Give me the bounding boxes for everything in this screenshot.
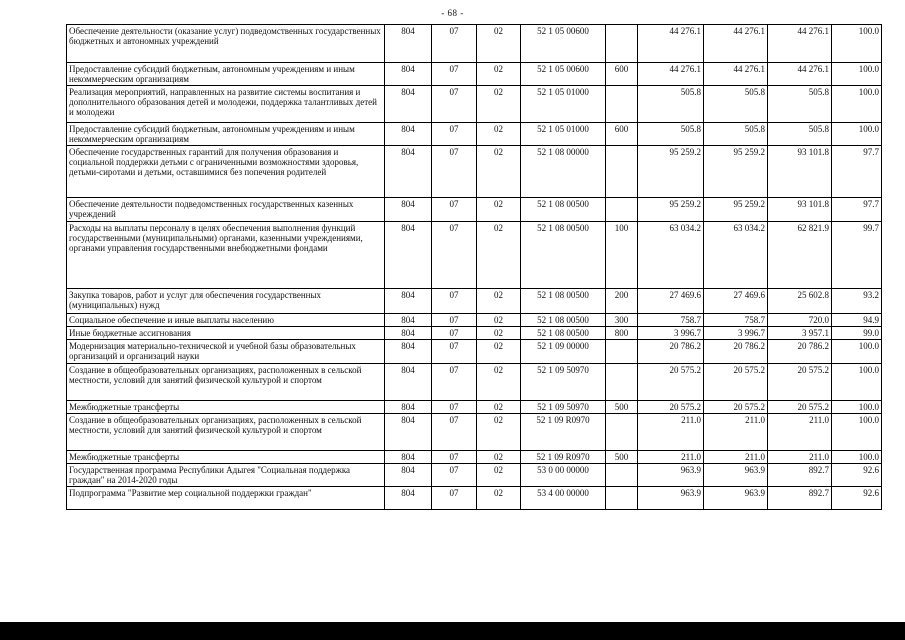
table-row xyxy=(67,86,882,123)
row-executed-amount: 892.7 xyxy=(768,464,832,487)
row-name: Реализация мероприятий, направленных на развитие системы воспитания и дополнительного образования детей и молодежи, поддержка талантливых детей и молодежи xyxy=(67,86,385,123)
row-executed-amount: 62 821.9 xyxy=(768,222,832,289)
row-refined-amount: 27 469.6 xyxy=(704,289,768,314)
row-target-article: 52 1 05 01000 xyxy=(521,123,606,146)
row-ministry-code: 804 xyxy=(385,414,432,451)
row-refined-amount: 505.8 xyxy=(704,86,768,123)
row-name: Межбюджетные трансферты xyxy=(67,401,385,414)
row-refined-amount: 758.7 xyxy=(704,314,768,327)
row-expense-type: 600 xyxy=(606,63,638,86)
row-executed-amount: 20 575.2 xyxy=(768,401,832,414)
row-expense-type: 600 xyxy=(606,123,638,146)
row-section-code: 07 xyxy=(432,414,477,451)
row-ministry-code: 804 xyxy=(385,86,432,123)
table-row xyxy=(67,487,882,510)
row-ministry-code: 804 xyxy=(385,289,432,314)
row-ministry-code: 804 xyxy=(385,487,432,510)
row-plan-amount: 505.8 xyxy=(638,123,704,146)
row-target-article: 53 4 00 00000 xyxy=(521,487,606,510)
row-section-code: 07 xyxy=(432,327,477,340)
table-row xyxy=(67,464,882,487)
row-subsection-code: 02 xyxy=(477,63,521,86)
row-plan-amount: 95 259.2 xyxy=(638,146,704,198)
row-target-article: 52 1 08 00000 xyxy=(521,146,606,198)
row-refined-amount: 95 259.2 xyxy=(704,198,768,222)
row-refined-amount: 3 996.7 xyxy=(704,327,768,340)
row-name: Расходы на выплаты персоналу в целях обеспечения выполнения функций государственными (муниципальными) органами, казенными учреждениями, органами управления государственными внебюджетными фондами xyxy=(67,222,385,289)
row-execution-percent: 92.6 xyxy=(832,487,882,510)
row-execution-percent: 99.7 xyxy=(832,222,882,289)
row-target-article: 52 1 05 01000 xyxy=(521,86,606,123)
row-refined-amount: 20 575.2 xyxy=(704,364,768,401)
row-target-article: 52 1 05 00600 xyxy=(521,25,606,63)
row-plan-amount: 95 259.2 xyxy=(638,198,704,222)
row-subsection-code: 02 xyxy=(477,314,521,327)
row-name: Социальное обеспечение и иные выплаты населению xyxy=(67,314,385,327)
row-execution-percent: 100.0 xyxy=(832,401,882,414)
scan-bottom-edge xyxy=(0,622,905,640)
row-expense-type xyxy=(606,340,638,364)
row-name: Обеспечение государственных гарантий для получения образования и социальной поддержки детьми с ограниченными возможностями здоровья, детьми-сиротами и детьми, оставшимися без попечения родителей xyxy=(67,146,385,198)
row-expense-type xyxy=(606,146,638,198)
row-subsection-code: 02 xyxy=(477,222,521,289)
table-row xyxy=(67,314,882,327)
row-ministry-code: 804 xyxy=(385,146,432,198)
row-plan-amount: 758.7 xyxy=(638,314,704,327)
row-expense-type xyxy=(606,198,638,222)
row-target-article: 52 1 05 00600 xyxy=(521,63,606,86)
row-ministry-code: 804 xyxy=(385,364,432,401)
page-number: - 68 - xyxy=(441,8,464,18)
row-plan-amount: 20 575.2 xyxy=(638,401,704,414)
row-expense-type: 100 xyxy=(606,222,638,289)
row-executed-amount: 25 602.8 xyxy=(768,289,832,314)
row-plan-amount: 211.0 xyxy=(638,414,704,451)
row-name: Предоставление субсидий бюджетным, автономным учреждениям и иным некоммерческим организациям xyxy=(67,123,385,146)
row-name: Обеспечение деятельности (оказание услуг) подведомственных государственных бюджетных и автономных учреждений xyxy=(67,25,385,63)
row-execution-percent: 100.0 xyxy=(832,86,882,123)
row-expense-type: 200 xyxy=(606,289,638,314)
row-section-code: 07 xyxy=(432,451,477,464)
row-executed-amount: 505.8 xyxy=(768,86,832,123)
row-execution-percent: 100.0 xyxy=(832,25,882,63)
row-ministry-code: 804 xyxy=(385,25,432,63)
row-target-article: 52 1 09 R0970 xyxy=(521,451,606,464)
row-expense-type: 500 xyxy=(606,451,638,464)
row-execution-percent: 92.6 xyxy=(832,464,882,487)
row-subsection-code: 02 xyxy=(477,25,521,63)
row-section-code: 07 xyxy=(432,123,477,146)
table-row xyxy=(67,123,882,146)
row-section-code: 07 xyxy=(432,487,477,510)
table-row xyxy=(67,63,882,86)
table-row xyxy=(67,289,882,314)
table-row xyxy=(67,414,882,451)
row-refined-amount: 963.9 xyxy=(704,487,768,510)
row-name: Иные бюджетные ассигнования xyxy=(67,327,385,340)
row-ministry-code: 804 xyxy=(385,340,432,364)
row-expense-type xyxy=(606,86,638,123)
row-section-code: 07 xyxy=(432,314,477,327)
row-subsection-code: 02 xyxy=(477,327,521,340)
row-execution-percent: 97.7 xyxy=(832,146,882,198)
row-ministry-code: 804 xyxy=(385,123,432,146)
table-row xyxy=(67,222,882,289)
row-name: Обеспечение деятельности подведомственных государственных казенных учреждений xyxy=(67,198,385,222)
row-refined-amount: 20 786.2 xyxy=(704,340,768,364)
row-ministry-code: 804 xyxy=(385,401,432,414)
row-subsection-code: 02 xyxy=(477,198,521,222)
row-plan-amount: 44 276.1 xyxy=(638,25,704,63)
row-expense-type xyxy=(606,414,638,451)
row-execution-percent: 100.0 xyxy=(832,63,882,86)
row-refined-amount: 44 276.1 xyxy=(704,25,768,63)
row-name: Предоставление субсидий бюджетным, автономным учреждениям и иным некоммерческим организациям xyxy=(67,63,385,86)
row-target-article: 52 1 08 00500 xyxy=(521,222,606,289)
row-target-article: 53 0 00 00000 xyxy=(521,464,606,487)
row-subsection-code: 02 xyxy=(477,146,521,198)
row-expense-type: 300 xyxy=(606,314,638,327)
row-executed-amount: 93 101.8 xyxy=(768,146,832,198)
row-plan-amount: 63 034.2 xyxy=(638,222,704,289)
row-ministry-code: 804 xyxy=(385,198,432,222)
row-subsection-code: 02 xyxy=(477,364,521,401)
row-target-article: 52 1 09 50970 xyxy=(521,401,606,414)
table-row xyxy=(67,198,882,222)
row-name: Модернизация материально-технической и учебной базы образовательных организаций и организаций науки xyxy=(67,340,385,364)
row-expense-type xyxy=(606,487,638,510)
row-name: Межбюджетные трансферты xyxy=(67,451,385,464)
row-ministry-code: 804 xyxy=(385,222,432,289)
row-refined-amount: 20 575.2 xyxy=(704,401,768,414)
row-subsection-code: 02 xyxy=(477,289,521,314)
row-refined-amount: 44 276.1 xyxy=(704,63,768,86)
row-expense-type xyxy=(606,25,638,63)
row-refined-amount: 211.0 xyxy=(704,414,768,451)
row-executed-amount: 93 101.8 xyxy=(768,198,832,222)
row-executed-amount: 720.0 xyxy=(768,314,832,327)
row-target-article: 52 1 08 00500 xyxy=(521,314,606,327)
row-refined-amount: 95 259.2 xyxy=(704,146,768,198)
row-ministry-code: 804 xyxy=(385,327,432,340)
row-executed-amount: 211.0 xyxy=(768,451,832,464)
row-target-article: 52 1 09 R0970 xyxy=(521,414,606,451)
row-executed-amount: 3 957.1 xyxy=(768,327,832,340)
row-section-code: 07 xyxy=(432,63,477,86)
row-executed-amount: 505.8 xyxy=(768,123,832,146)
row-executed-amount: 44 276.1 xyxy=(768,25,832,63)
row-target-article: 52 1 08 00500 xyxy=(521,198,606,222)
row-refined-amount: 963.9 xyxy=(704,464,768,487)
row-ministry-code: 804 xyxy=(385,451,432,464)
row-refined-amount: 63 034.2 xyxy=(704,222,768,289)
row-execution-percent: 97.7 xyxy=(832,198,882,222)
row-name: Закупка товаров, работ и услуг для обеспечения государственных (муниципальных) нужд xyxy=(67,289,385,314)
table-row xyxy=(67,340,882,364)
row-ministry-code: 804 xyxy=(385,63,432,86)
row-execution-percent: 93.2 xyxy=(832,289,882,314)
row-subsection-code: 02 xyxy=(477,340,521,364)
row-plan-amount: 963.9 xyxy=(638,464,704,487)
row-section-code: 07 xyxy=(432,289,477,314)
row-plan-amount: 3 996.7 xyxy=(638,327,704,340)
row-executed-amount: 20 575.2 xyxy=(768,364,832,401)
row-subsection-code: 02 xyxy=(477,487,521,510)
row-target-article: 52 1 08 00500 xyxy=(521,289,606,314)
row-expense-type: 500 xyxy=(606,401,638,414)
row-executed-amount: 892.7 xyxy=(768,487,832,510)
row-subsection-code: 02 xyxy=(477,414,521,451)
row-ministry-code: 804 xyxy=(385,464,432,487)
row-execution-percent: 100.0 xyxy=(832,414,882,451)
row-section-code: 07 xyxy=(432,86,477,123)
row-target-article: 52 1 09 00000 xyxy=(521,340,606,364)
row-plan-amount: 20 786.2 xyxy=(638,340,704,364)
row-subsection-code: 02 xyxy=(477,401,521,414)
row-expense-type: 800 xyxy=(606,327,638,340)
row-executed-amount: 20 786.2 xyxy=(768,340,832,364)
row-execution-percent: 99.0 xyxy=(832,327,882,340)
table-row xyxy=(67,451,882,464)
table-row xyxy=(67,25,882,63)
table-row xyxy=(67,327,882,340)
row-execution-percent: 94.9 xyxy=(832,314,882,327)
row-execution-percent: 100.0 xyxy=(832,364,882,401)
row-name: Подпрограмма "Развитие мер социальной поддержки граждан" xyxy=(67,487,385,510)
row-section-code: 07 xyxy=(432,198,477,222)
row-executed-amount: 44 276.1 xyxy=(768,63,832,86)
row-execution-percent: 100.0 xyxy=(832,451,882,464)
row-expense-type xyxy=(606,364,638,401)
row-subsection-code: 02 xyxy=(477,451,521,464)
row-section-code: 07 xyxy=(432,340,477,364)
row-section-code: 07 xyxy=(432,222,477,289)
row-subsection-code: 02 xyxy=(477,86,521,123)
row-plan-amount: 44 276.1 xyxy=(638,63,704,86)
row-plan-amount: 27 469.6 xyxy=(638,289,704,314)
row-target-article: 52 1 08 00500 xyxy=(521,327,606,340)
row-refined-amount: 505.8 xyxy=(704,123,768,146)
row-execution-percent: 100.0 xyxy=(832,123,882,146)
row-name: Создание в общеобразовательных организациях, расположенных в сельской местности, условий для занятий физической культурой и спортом xyxy=(67,364,385,401)
row-plan-amount: 505.8 xyxy=(638,86,704,123)
row-subsection-code: 02 xyxy=(477,464,521,487)
row-section-code: 07 xyxy=(432,146,477,198)
row-expense-type xyxy=(606,464,638,487)
row-executed-amount: 211.0 xyxy=(768,414,832,451)
row-section-code: 07 xyxy=(432,25,477,63)
table-row xyxy=(67,401,882,414)
table-row xyxy=(67,146,882,198)
row-name: Государственная программа Республики Адыгея "Социальная поддержка граждан" на 2014-2020 годы xyxy=(67,464,385,487)
budget-table xyxy=(66,24,882,510)
row-plan-amount: 211.0 xyxy=(638,451,704,464)
row-target-article: 52 1 09 50970 xyxy=(521,364,606,401)
row-refined-amount: 211.0 xyxy=(704,451,768,464)
row-name: Создание в общеобразовательных организациях, расположенных в сельской местности, условий для занятий физической культурой и спортом xyxy=(67,414,385,451)
row-plan-amount: 963.9 xyxy=(638,487,704,510)
row-section-code: 07 xyxy=(432,364,477,401)
row-execution-percent: 100.0 xyxy=(832,340,882,364)
row-section-code: 07 xyxy=(432,401,477,414)
row-ministry-code: 804 xyxy=(385,314,432,327)
row-section-code: 07 xyxy=(432,464,477,487)
row-plan-amount: 20 575.2 xyxy=(638,364,704,401)
table-row xyxy=(67,364,882,401)
row-subsection-code: 02 xyxy=(477,123,521,146)
